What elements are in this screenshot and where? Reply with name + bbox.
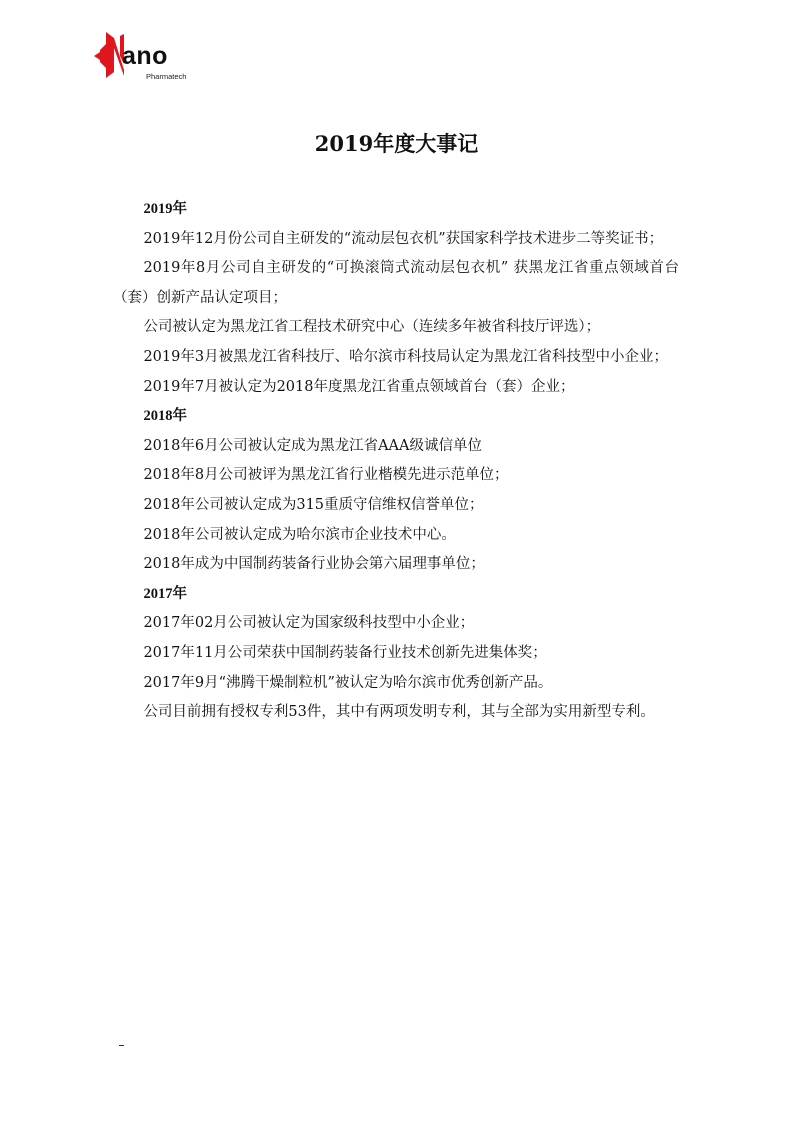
- list-item: 2018年8月公司被评为黑龙江省行业楷模先进示范单位；: [143, 467, 509, 484]
- list-item: 2019年8月公司自主研发的“可换滚筒式流动层包衣机” 获黑龙江省重点领域首台（套）创新产品认定项目；: [113, 260, 679, 306]
- section-year-heading: 2017年: [143, 585, 187, 602]
- list-item: 2018年成为中国制药装备行业协会第六届理事单位；: [143, 556, 485, 573]
- list-item: 2018年公司被认定成为哈尔滨市企业技术中心。: [143, 526, 456, 543]
- list-item: 2019年12月份公司自主研发的“流动层包衣机”获国家科学技术进步二等奖证书；: [143, 230, 664, 247]
- logo-subtitle: Pharmatech: [146, 72, 187, 81]
- section-2019: [113, 195, 679, 402]
- document-body: [113, 195, 679, 728]
- logo-wordmark: ano: [122, 42, 168, 70]
- list-item: 2018年6月公司被认定成为黑龙江省AAA级诚信单位: [143, 437, 482, 454]
- list-item: 2019年7月被认定为2018年度黑龙江省重点领域首台（套）企业；: [143, 378, 575, 395]
- footer-mark: [119, 1045, 124, 1046]
- list-item: 公司被认定为黑龙江省工程技术研究中心（连续多年被省科技厅评选）；: [143, 319, 601, 336]
- section-year-heading: 2019年: [143, 201, 187, 217]
- section-2018: [113, 402, 679, 580]
- section-2017: [113, 580, 679, 728]
- list-item: 2017年02月公司被认定为国家级科技型中小企业；: [143, 615, 475, 632]
- list-item: 2018年公司被认定成为315重质守信维权信誉单位；: [143, 496, 484, 513]
- company-logo: [94, 30, 204, 88]
- list-item: 2019年3月被黑龙江省科技厅、哈尔滨市科技局认定为黑龙江省科技型中小企业；: [143, 348, 669, 365]
- list-item: 2017年11月公司荣获中国制药装备行业技术创新先进集体奖；: [143, 644, 547, 661]
- section-year-heading: 2018年: [143, 408, 187, 425]
- list-item: 2017年9月“沸腾干燥制粒机”被认定为哈尔滨市优秀创新产品。: [143, 674, 553, 691]
- list-item: 公司目前拥有授权专利53件，其中有两项发明专利，其与全部为实用新型专利。: [143, 704, 655, 721]
- page-title: 2019年度大事记: [314, 131, 479, 156]
